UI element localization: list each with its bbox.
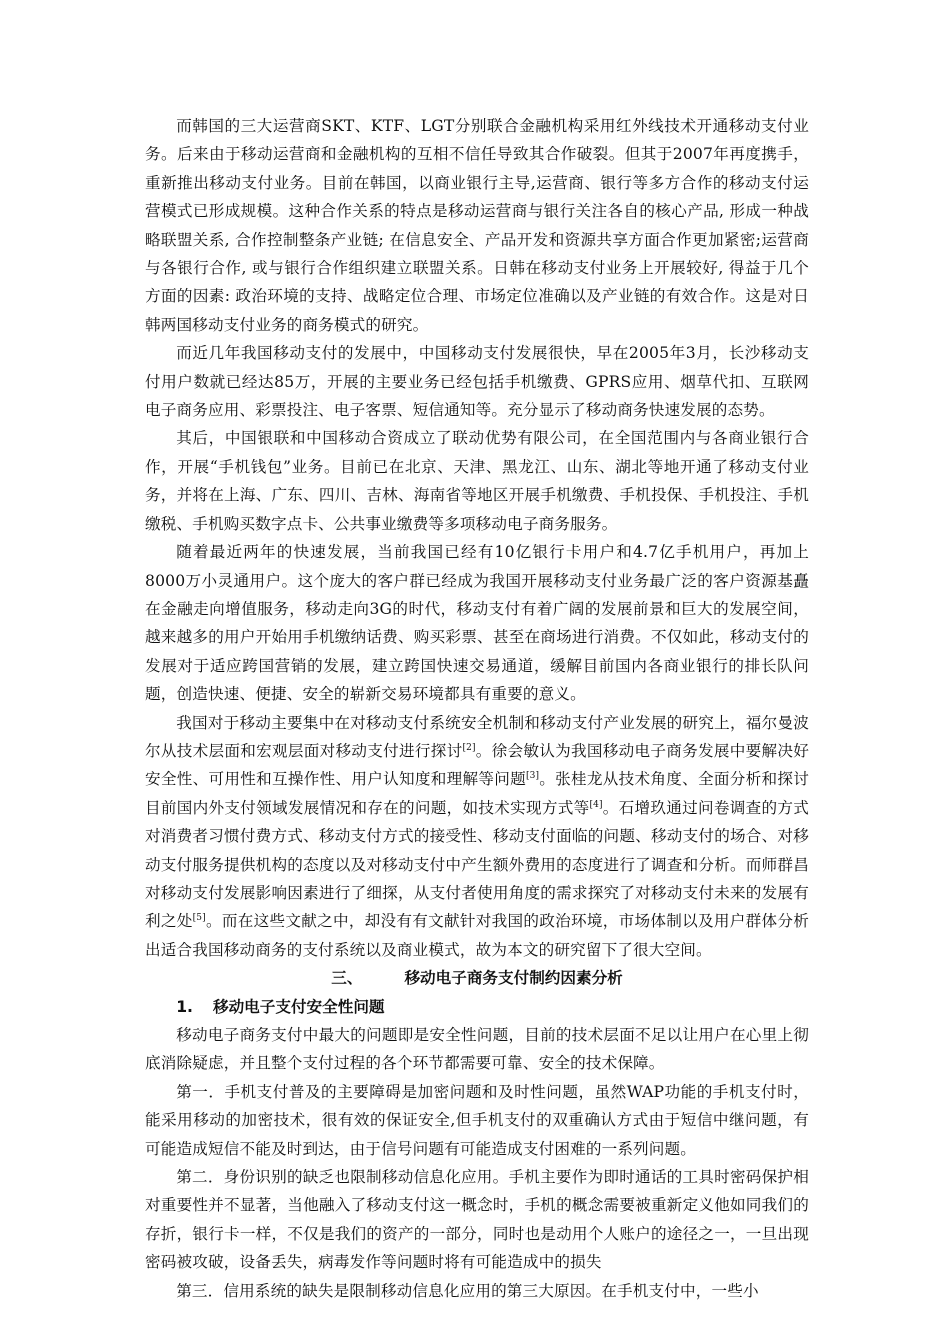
paragraph-point-two: 第二．身份识别的缺乏也限制移动信息化应用。手机主要作为即时通话的工具时密码保护相对重要性并不显著，当他融入了移动支付这一概念时，手机的概念需要被重新定义他如同我们的存折，银行卡一样，不仅是我们的资产的一部分，同时也是动用个人账户的途径之一，一旦出现密码被攻破，设备丢失，病毒发作等问题时将有可能造成中的损失 — [145, 1168, 809, 1272]
paragraph-korea-mobile-payment: 而韩国的三大运营商SKT、KTF、LGT分别联合金融机构采用红外线技术开通移动支付业务。后来由于移动运营商和金融机构的互相不信任导致其合作破裂。但其于2007年再度携手，重新推出移动支付业务。目前在韩国，以商业银行主导,运营商、银行等多方合作的移动支付运营模式已形成规模。这种合作关系的特点是移动运营商与银行关注各自的核心产品, 形成一种战略联盟关系, 合作控制整条产业链; 在信息安全、产品开发和资源共享方面合作更加紧密;运营商与各银行合作, 或与银行合作组织建立联盟关系。日韩在移动支付业务上开展较好, 得益于几个方面的因素: 政治环境的支持、战略定位合理、市场定位准确以及产业链的有效合作。这是对日韩两国移动支付业务的商务模式的研究。 — [145, 117, 809, 334]
paragraph-china-mobile-payment-growth: 而近几年我国移动支付的发展中，中国移动支付发展很快，早在2005年3月，长沙移动支付用户数就已经达85万，开展的主要业务已经包括手机缴费、GPRS应用、烟草代扣、互联网电子商务应用、彩票投注、电子客票、短信通知等。充分显示了移动商务快速发展的态势。 — [145, 344, 809, 420]
citation-ref-4: [4] — [589, 799, 603, 810]
subsection-title: 移动电子支付安全性问题 — [212, 997, 385, 1016]
literature-text-4: 。石增玖通过问卷调查的方式对消费者习惯付费方式、移动支付方式的接受性、移动支付面临的问题、移动支付的场合、对移动支付服务提供机构的态度以及对移动支付中产生额外费用的态度进行了调查和分析。而师群昌对移动支付发展影响因素进行了细探，从支付者使用角度的需求探究了对移动支付未来的发展有利之处 — [145, 798, 810, 931]
subsection-number: 1. — [176, 997, 193, 1016]
citation-ref-3: [3] — [525, 771, 540, 782]
document-page — [145, 112, 809, 1305]
paragraph-point-three: 第三．信用系统的缺失是限制移动信息化应用的第三大原因。在手机支付中，一些小 — [176, 1281, 759, 1300]
paragraph-literature-review — [145, 709, 809, 965]
paragraph-user-base: 随着最近两年的快速发展，当前我国已经有10亿银行卡用户和4.7亿手机用户，再加上8000万小灵通用户。这个庞大的客户群已经成为我国开展移动支付业务最广泛的客户资源基矗在金融走向增值服务，移动走向3G的时代，移动支付有着广阔的发展前景和巨大的发展空间，越来越多的用户开始用手机缴纳话费、购买彩票、甚至在商场进行消费。不仅如此，移动支付的发展对于适应跨国营销的发展，建立跨国快速交易通道，缓解目前国内各商业银行的排长队问题，创造快速、便捷、安全的崭新交易环境都具有重要的意义。 — [145, 543, 809, 704]
paragraph-mobile-wallet-service: 其后，中国银联和中国移动合资成立了联动优势有限公司，在全国范围内与各商业银行合作，开展“手机钱包”业务。目前已在北京、天津、黑龙江、山东、湖北等地开通了移动支付业务，并将在上海、广东、四川、吉林、海南省等地区开展手机缴费、手机投保、手机投注、手机缴税、手机购买数字点卡、公共事业缴费等多项移动电子商务服务。 — [145, 429, 809, 533]
section-number: 三、 — [331, 969, 363, 988]
citation-ref-2: [2] — [462, 742, 476, 753]
literature-text-5: 。而在这些文献之中，却没有有文献针对我国的政治环境，市场体制以及用户群体分析出适合我国移动商务的支付系统以及商业模式，故为本文的研究留下了很大空间。 — [145, 912, 810, 959]
paragraph-point-one: 第一．手机支付普及的主要障碍是加密问题和及时性问题，虽然WAP功能的手机支付时，能采用移动的加密技术，很有效的保证安全,但手机支付的双重确认方式由于短信中继问题，有可能造成短信不能及时到达，由于信号问题有可能造成支付困难的一系列问题。 — [145, 1082, 809, 1158]
section-title: 移动电子商务支付制约因素分析 — [404, 969, 623, 988]
subsection-heading — [145, 993, 809, 1021]
literature-text-2: 。徐会敏认为我国移动电子商务发展中要解决好安全性、可用性和互操作性、用户认知度和理解等问题 — [145, 741, 809, 789]
paragraph-security-intro: 移动电子商务支付中最大的问题即是安全性问题，目前的技术层面不足以让用户在心里上彻底消除疑虑，并且整个支付过程的各个环节都需要可靠、安全的技术保障。 — [145, 1026, 809, 1073]
section-heading — [145, 964, 809, 992]
citation-ref-5: [5] — [192, 913, 206, 924]
literature-text-1: 我国对于移动主要集中在对移动支付系统安全机制和移动支付产业发展的研究上，福尔曼波尔从技术层面和宏观层面对移动支付进行探讨 — [145, 713, 809, 760]
literature-text-3: 。张桂龙从技术角度、全面分析和探讨目前国内外支付领域发展情况和存在的问题，如技术实现方式等 — [145, 770, 809, 817]
